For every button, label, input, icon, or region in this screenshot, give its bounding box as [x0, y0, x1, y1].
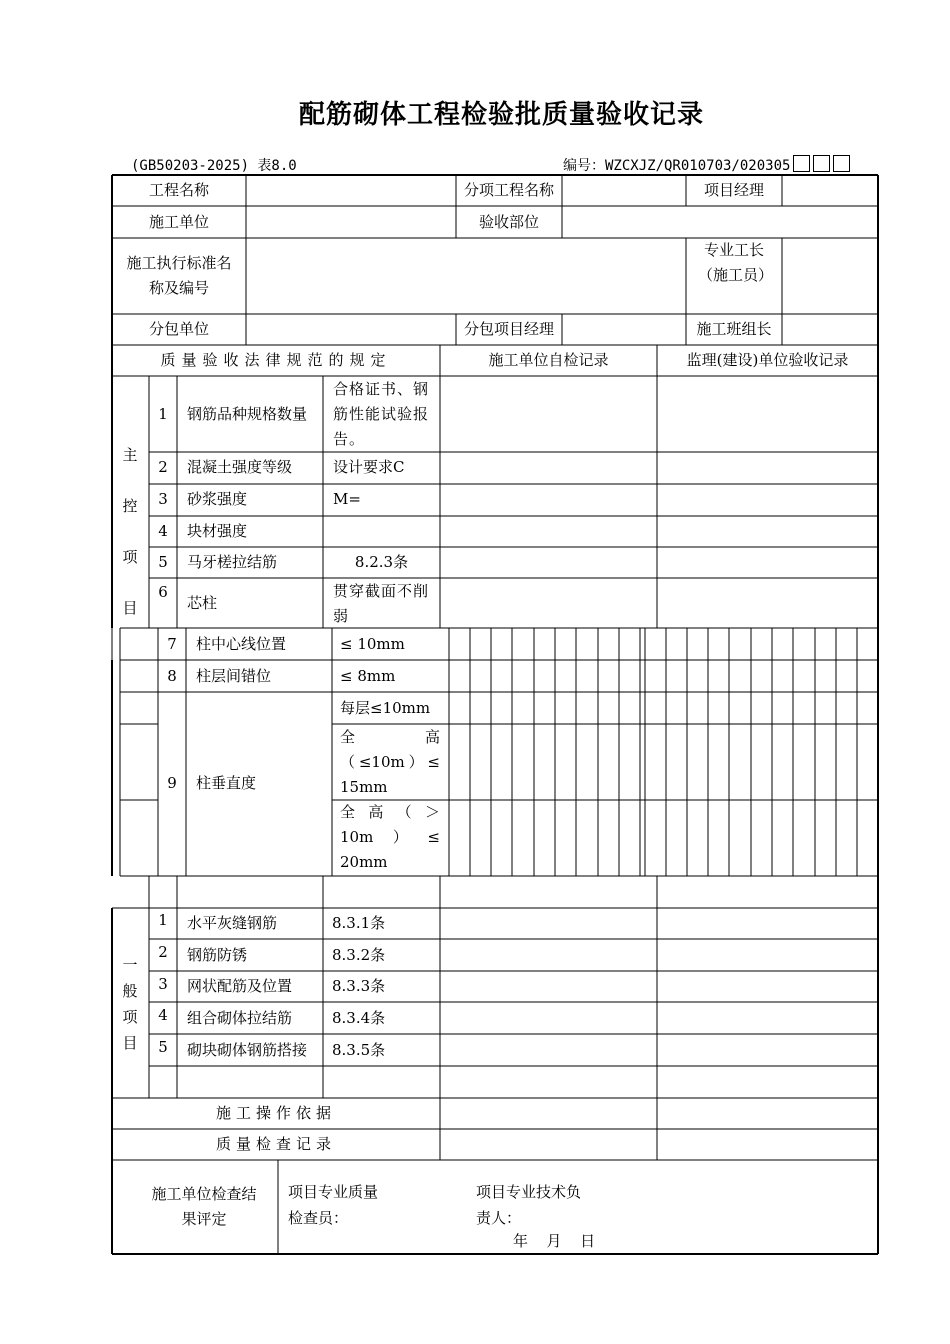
main-control-label: 主控项目 — [122, 446, 138, 617]
item-requirement: 合格证书、钢筋性能试验报告。 — [333, 380, 430, 448]
label-quality-inspector: 项目专业质量检查员： — [288, 1183, 379, 1227]
item-name: 砂浆强度 — [187, 490, 248, 508]
item-requirement: ≤ 10mm — [340, 635, 405, 653]
item-requirement: 8.3.5条 — [332, 1041, 386, 1059]
label-exec-standard: 施工执行标准名称及编号 — [126, 254, 232, 297]
item-name: 组合砌体拉结筋 — [187, 1009, 293, 1027]
item-name: 水平灰缝钢筋 — [187, 914, 278, 932]
item-name: 网状配筋及位置 — [187, 977, 293, 995]
label-operation-basis: 施工操作依据 — [215, 1104, 336, 1122]
label-team-leader: 施工班组长 — [696, 320, 772, 338]
item-no: 5 — [158, 553, 168, 571]
item-no: 3 — [158, 975, 168, 993]
item-no: 4 — [158, 1006, 168, 1024]
item-name: 马牙槎拉结筋 — [187, 553, 278, 571]
code-label: 编号：WZCXJZ/QR010703/020305 — [563, 158, 791, 174]
general-label: 一般项目 — [122, 956, 138, 1052]
item-no: 7 — [167, 635, 177, 653]
label-subcontractor: 分包单位 — [148, 320, 209, 338]
item-requirement: 8.2.3条 — [354, 553, 409, 571]
item-name: 块材强度 — [187, 522, 248, 540]
label-construction-unit: 施工单位 — [148, 213, 209, 231]
verticality-per-floor: 每层≤10mm — [340, 699, 431, 717]
verticality-total-gt10: 全 高 （ ＞10m）≤ 20mm — [340, 803, 440, 871]
item-requirement: 8.3.3条 — [332, 977, 386, 995]
item-no: 6 — [158, 583, 168, 601]
label-project-name: 工程名称 — [148, 181, 209, 199]
item-name: 钢筋品种规格数量 — [187, 405, 308, 423]
label-acceptance-part: 验收部位 — [478, 213, 539, 231]
label-quality-record: 质量检查记录 — [215, 1135, 336, 1153]
item-name: 柱中心线位置 — [196, 635, 287, 653]
item-name: 柱垂直度 — [196, 774, 257, 792]
item-no: 4 — [158, 522, 168, 540]
verticality-total-le10: 全 高（≤10m）≤ 15mm — [340, 728, 440, 796]
date-line: 年 月 日 — [513, 1232, 599, 1250]
page-title: 配筋砌体工程检验批质量验收记录 — [298, 100, 704, 130]
item-no: 8 — [167, 667, 177, 685]
standard-reference: (GB50203-2025) 表8.0 — [131, 158, 297, 174]
item-requirement: 设计要求C — [333, 458, 405, 476]
label-sub-project-manager: 分包项目经理 — [463, 320, 554, 338]
item-requirement: ≤ 8mm — [340, 667, 396, 685]
item-no: 2 — [158, 458, 168, 476]
item-requirement: M= — [333, 490, 361, 508]
item-name: 柱层间错位 — [196, 667, 272, 685]
label-sub-project-name: 分项工程名称 — [463, 181, 554, 199]
item-no: 2 — [158, 943, 168, 961]
label-technical-lead: 项目专业技术负责人： — [476, 1183, 582, 1227]
item-no: 1 — [158, 911, 168, 929]
label-self-evaluation: 施工单位检查结果评定 — [151, 1185, 257, 1228]
label-foreman: 专业工长（施工员） — [698, 241, 774, 284]
item-name: 钢筋防锈 — [187, 946, 248, 964]
item-requirement: 8.3.2条 — [332, 946, 386, 964]
column-spec: 质量验收法律规范的规定 — [160, 351, 392, 369]
item-no: 9 — [167, 774, 177, 792]
item-no: 5 — [158, 1038, 168, 1056]
item-no: 3 — [158, 490, 168, 508]
column-supervision: 监理(建设)单位验收记录 — [686, 351, 849, 369]
item-requirement: 8.3.4条 — [332, 1009, 386, 1027]
item-requirement: 贯穿截面不削弱 — [333, 582, 430, 625]
item-no: 1 — [158, 405, 168, 423]
column-self-check: 施工单位自检记录 — [488, 351, 609, 369]
item-name: 芯柱 — [187, 594, 218, 612]
item-requirement: 8.3.1条 — [332, 914, 386, 932]
item-name: 混凝土强度等级 — [187, 458, 293, 476]
item-name: 砌块砌体钢筋搭接 — [187, 1041, 308, 1059]
label-project-manager: 项目经理 — [703, 181, 764, 199]
